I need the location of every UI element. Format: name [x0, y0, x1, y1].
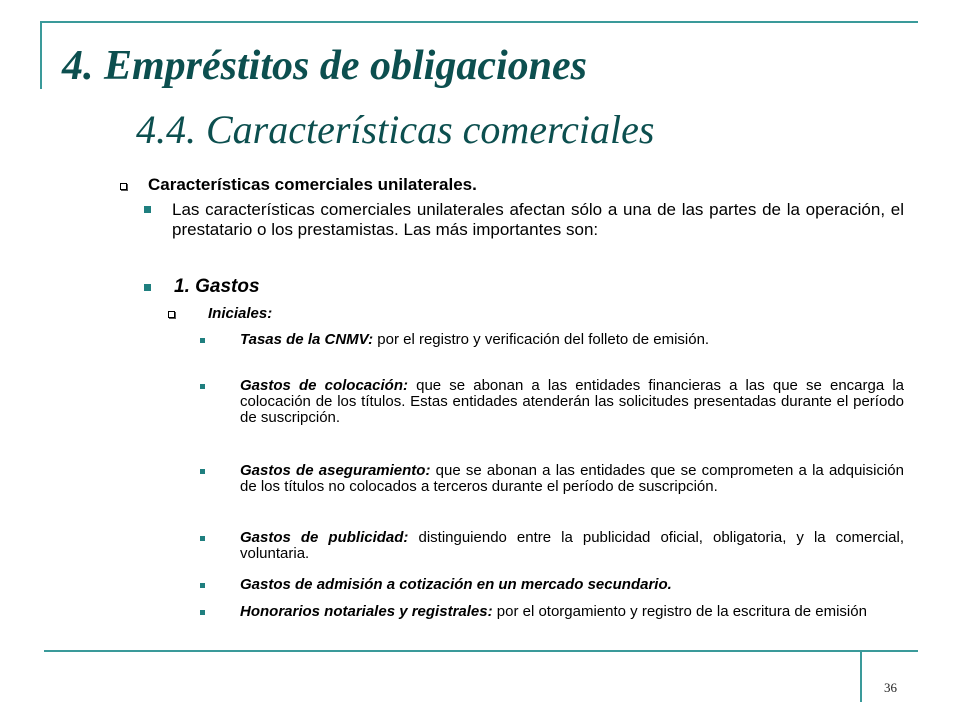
square-bullet-icon: [200, 384, 205, 389]
intro-text: Las características comerciales unilaterales afectan sólo a una de las partes de la operación, el prestatario o los prestamistas. Las más importantes son:: [172, 200, 904, 239]
list-item-term: Gastos de colocación:: [240, 377, 408, 394]
section-heading-row: [120, 175, 910, 195]
list-item-term: Honorarios notariales y registrales:: [240, 603, 493, 620]
square-bullet-icon: [200, 338, 205, 343]
list-item: [200, 332, 904, 348]
list-item: [200, 577, 904, 593]
top-rule: [40, 21, 918, 23]
hollow-square-bullet-icon: [120, 183, 127, 190]
gastos-heading-row: [144, 276, 904, 298]
iniciales-heading-row: [168, 305, 904, 323]
square-bullet-icon: [200, 469, 205, 474]
list-item-desc: distinguiendo entre la publicidad oficial, obligatoria, y la comercial, voluntaria.: [240, 529, 905, 562]
list-item: [200, 530, 904, 562]
list-item-desc: que se abonan a las entidades que se comprometen a la adquisición de los títulos no colocados a terceros durante el período de suscripción.: [240, 462, 904, 495]
list-item-desc: que se abonan a las entidades financieras a las que se encarga la colocación de los títulos. Estas entidades atenderán las solicitudes presentadas durante el período de suscripción.: [240, 377, 905, 426]
list-item-text: [240, 577, 904, 593]
list-item: [200, 378, 904, 426]
left-rule: [40, 21, 42, 89]
gastos-heading: 1. Gastos: [174, 276, 260, 297]
page-number: 36: [884, 680, 897, 695]
list-item-text: [240, 604, 904, 620]
list-item-text: [240, 530, 904, 562]
list-item-text: [240, 378, 904, 426]
list-item-term: Gastos de publicidad:: [240, 529, 409, 546]
square-bullet-icon: [200, 536, 205, 541]
square-bullet-icon: [200, 583, 205, 588]
list-item-desc: por el registro y verificación del folleto de emisión.: [373, 331, 710, 348]
slide-subtitle: 4.4. Características comerciales: [136, 107, 655, 152]
bottom-rule: [44, 650, 918, 652]
list-item-term: Tasas de la CNMV:: [240, 331, 374, 348]
iniciales-heading: Iniciales:: [208, 305, 273, 322]
intro-row: [144, 200, 904, 240]
filled-square-bullet-icon: [144, 284, 151, 291]
footer-rule: [860, 650, 862, 702]
hollow-square-bullet-icon: [168, 311, 175, 318]
list-item-desc: por el otorgamiento y registro de la escritura de emisión: [492, 603, 867, 620]
list-item-text: [240, 463, 904, 495]
list-item-term: Gastos de admisión a cotización en un mercado secundario.: [240, 576, 672, 593]
list-item: [200, 604, 904, 620]
list-item-term: Gastos de aseguramiento:: [240, 462, 431, 479]
square-bullet-icon: [200, 610, 205, 615]
filled-square-bullet-icon: [144, 206, 151, 213]
slide-title: 4. Empréstitos de obligaciones: [62, 43, 587, 89]
list-item: [200, 463, 904, 495]
list-item-text: [240, 332, 904, 348]
section-heading: Características comerciales unilaterales.: [148, 175, 477, 194]
